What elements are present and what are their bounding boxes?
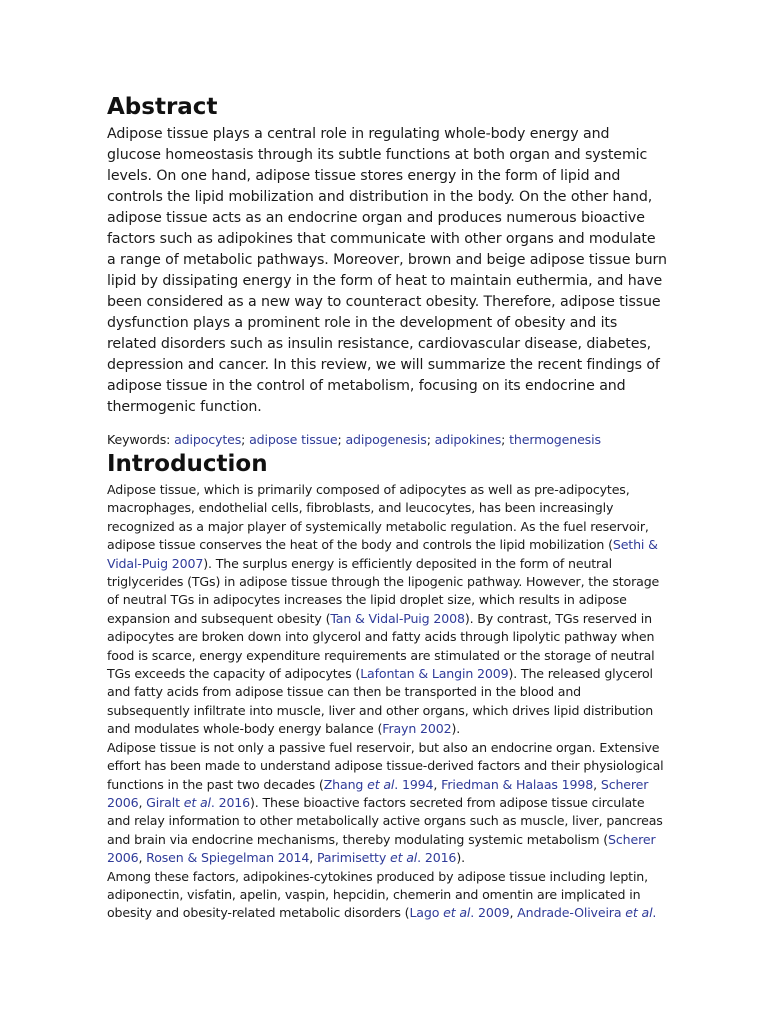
text-run: ,	[433, 776, 442, 792]
citation-link-giralt-2016[interactable]	[146, 795, 250, 810]
citation-year: .	[652, 905, 657, 921]
citation-author: Zhang	[323, 776, 368, 792]
text-run: ,	[138, 850, 147, 866]
keywords-line	[107, 431, 667, 449]
citation-author: Andrade-Oliveira	[517, 905, 626, 921]
citation-etal: et al	[625, 905, 653, 921]
citation-etal: et al	[389, 850, 418, 866]
text-run: ,	[593, 776, 601, 792]
intro-paragraph-1	[107, 481, 667, 739]
text-run: ,	[509, 905, 518, 921]
introduction-heading: Introduction	[107, 451, 268, 477]
citation-link-sethi-2007[interactable]: Sethi & Vidal-Puig 2007	[107, 537, 658, 571]
citation-etal: et al	[183, 794, 211, 810]
text-run: ). The released glycerol and fatty acids from adipose tissue can then be transported in the blood and subsequently infiltrate into muscle, liver and other organs, which drives lipid distribution and modulates whole-body energy balance (	[107, 666, 654, 737]
citation-link-rosen-2014[interactable]: Rosen & Spiegelman 2014	[146, 850, 310, 866]
text-run: ).	[451, 721, 461, 737]
citation-year: . 2009	[470, 905, 510, 921]
citation-link-lago-2009[interactable]	[409, 905, 509, 920]
abstract-text: Adipose tissue plays a central role in regulating whole-body energy and glucose homeostasis through its subtle functions at both organ and systemic levels. On one hand, adipose tissue stores energy in the form of lipid and controls the lipid mobilization and distribution in the body. On the other hand, adipose tissue acts as an endocrine organ and produces numerous bioactive factors such as adipokines that communicate with other organs and modulate a range of metabolic pathways. Moreover, brown and beige adipose tissue burn lipid by dissipating energy in the form of heat to maintain euthermia, and have been considered as a new way to counteract obesity. Therefore, adipose tissue dysfunction plays a prominent role in the development of obesity and its related disorders such as insulin resistance, cardiovascular disease, diabetes, depression and cancer. In this review, we will summarize the recent findings of adipose tissue in the control of metabolism, focusing on its endocrine and thermogenic function.	[107, 126, 667, 415]
text-run: ,	[138, 794, 147, 810]
citation-link-lafontan-2009[interactable]: Lafontan & Langin 2009	[360, 666, 509, 682]
keyword-separator: ;	[337, 432, 342, 447]
citation-link-zhang-1994[interactable]	[324, 777, 434, 792]
citation-link-tan-2008[interactable]: Tan & Vidal-Puig 2008	[330, 610, 465, 626]
abstract-heading: Abstract	[107, 94, 218, 120]
citation-link-parimisetty-2016[interactable]	[317, 850, 456, 865]
citation-year: . 2016	[210, 794, 251, 810]
citation-author: Lago	[409, 905, 444, 921]
keyword-separator: ;	[241, 432, 246, 447]
citation-etal: et al	[443, 905, 471, 921]
intro-paragraph-2	[107, 739, 667, 923]
text-run: ).	[456, 850, 465, 866]
text-run: ). The surplus energy is efficiently deposited in the form of neutral triglycerides (TGs) in adipose tissue through the lipogenic pathway. However, the storage of neutral TGs in adipocytes increases the lipid droplet size, which results in adipose expansion and subsequent obesity (	[107, 555, 660, 626]
article-content	[107, 92, 667, 923]
citation-link-andrade-oliveira[interactable]	[517, 905, 656, 920]
citation-author: Parimisetty	[316, 850, 390, 866]
citation-year: . 2016	[417, 850, 457, 866]
citation-author: Giralt	[146, 794, 184, 810]
text-run: ,	[309, 850, 317, 866]
citation-etal: et al	[367, 776, 395, 792]
keyword-link-adipocytes[interactable]: adipocytes	[174, 432, 242, 447]
text-run: Among these factors, adipokines-cytokines produced by adipose tissue including leptin, adiponectin, visfatin, apelin, vaspin, hepcidin, chemerin and omentin are implicated in obesity and obesity-related metabolic disorders (	[107, 868, 648, 921]
keywords-label: Keywords:	[107, 432, 171, 447]
text-run: ). These bioactive factors secreted from adipose tissue circulate and relay information to other metabolically active organs such as muscle, liver, pancreas and brain via endocrine mechanisms, thereby modulating systemic metabolism (	[107, 794, 663, 847]
text-run: ). By contrast, TGs reserved in adipocytes are broken down into glycerol and fatty acids through lipolytic pathway when food is scarce, energy expenditure requirements are stimulated or the storage of neutral TGs exceeds the capacity of adipocytes (	[107, 610, 655, 682]
text-run: Adipose tissue, which is primarily composed of adipocytes as well as pre-adipocytes, macrophages, endothelial cells, fibroblasts, and leucocytes, has been increasingly recognized as a major player of systemically metabolic regulation. As the fuel reservoir, adipose tissue conserves the heat of the body and controls the lipid mobilization (	[107, 482, 649, 553]
citation-link-frayn-2002[interactable]: Frayn 2002	[382, 721, 452, 737]
introduction-body	[107, 481, 667, 923]
citation-link-scherer-2006-b[interactable]: Scherer 2006	[107, 831, 656, 866]
keyword-link-thermogenesis[interactable]: thermogenesis	[509, 432, 601, 447]
text-run: Adipose tissue is not only a passive fuel reservoir, but also an endocrine organ. Extensive effort has been made to understand adipose tissue-derived factors and their physiological functions in the past two decades (	[107, 739, 664, 792]
keyword-link-adipose-tissue[interactable]: adipose tissue	[249, 432, 338, 447]
citation-link-friedman-1998[interactable]: Friedman & Halaas 1998	[441, 776, 594, 792]
citation-link-scherer-2006[interactable]: Scherer 2006	[107, 776, 649, 810]
keyword-separator: ;	[426, 432, 431, 447]
keyword-separator: ;	[501, 432, 506, 447]
citation-year: . 1994	[394, 776, 434, 792]
keyword-link-adipokines[interactable]: adipokines	[434, 432, 502, 447]
keyword-link-adipogenesis[interactable]: adipogenesis	[345, 432, 427, 447]
